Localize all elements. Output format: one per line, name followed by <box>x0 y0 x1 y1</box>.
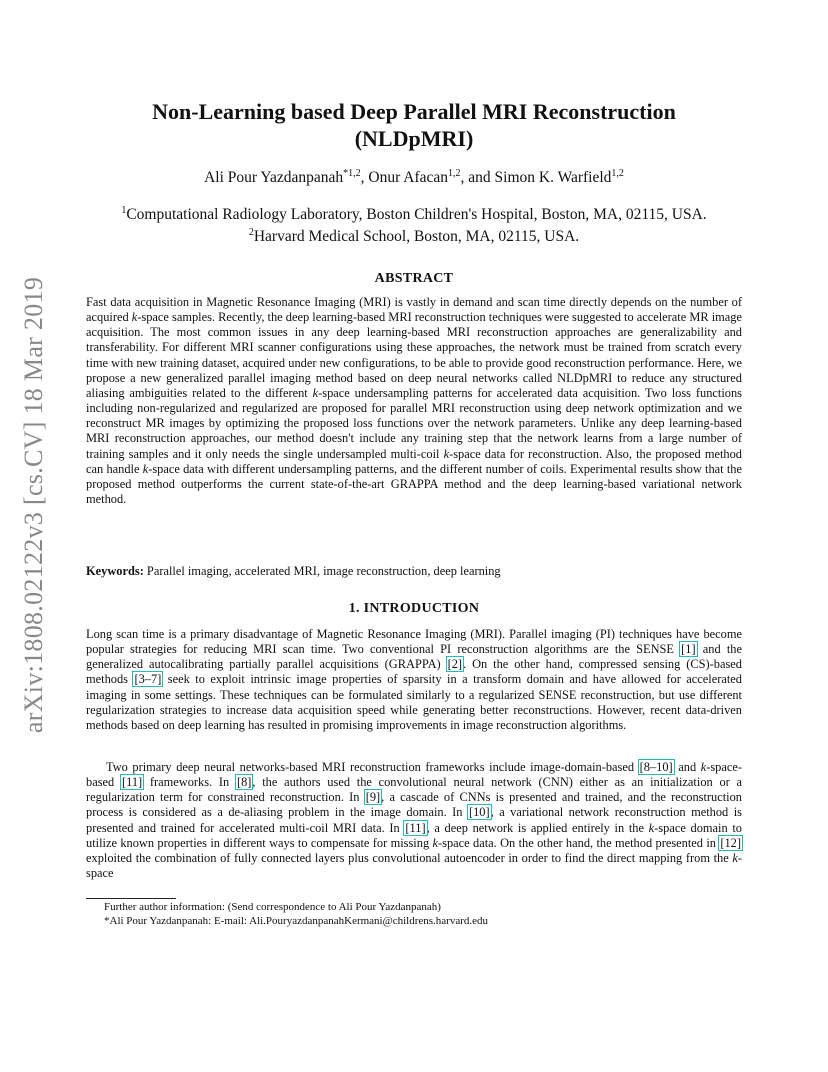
citation-link[interactable]: [11] <box>405 820 426 835</box>
citation-link[interactable]: [11] <box>121 775 143 790</box>
abstract-k-italic: k <box>443 446 450 461</box>
author-2: Onur Afacan <box>368 169 449 187</box>
abstract-k-italic: k <box>131 310 138 325</box>
intro-text: . On the other hand, compressed sensing (CS)-based methods <box>86 657 742 687</box>
footnote-correspondence: Further author information: (Send correspondence to Ali Pour Yazdanpanah) <box>104 901 441 913</box>
title-line-2: (NLDpMRI) <box>354 126 474 151</box>
abstract-text: -space data with different undersampling patterns, and the different number of coils. Experimental results show that the proposed method outperforms the current state-of-the-art GRAPPA method and the deep learning-based variational network method. <box>86 461 742 507</box>
citation-link[interactable]: [10] <box>468 805 490 820</box>
author-2-affil-marker: 1,2 <box>448 168 461 179</box>
keywords-text: Parallel imaging, accelerated MRI, image reconstruction, deep learning <box>143 564 501 578</box>
intro-k-italic: k <box>432 835 439 850</box>
author-3: Simon K. Warfield <box>494 169 612 187</box>
intro-text: -space data. On the other hand, the method presented in <box>438 835 720 850</box>
intro-text: , a variational network reconstruction method is presented and trained for accelerated multi-coil MRI data. In <box>86 805 742 835</box>
affiliation-1 <box>60 202 768 224</box>
abstract-text: -space samples. Recently, the deep learning-based MRI reconstruction techniques were suggested to accelerate MR image acquisition. The most common issues in any deep learning-based MRI reconstruction approaches are generalizability and transferability. For different MRI scanner configurations using these approaches, the network must be trained from scratch every time with new training dataset, acquired under new configurations, to be able to provide good reconstruction performance. Here, we propose a new generalized parallel imaging method based on deep neural networks called NLDpMRI to reduce any structured aliasing ambiguities related to the different <box>86 310 742 400</box>
citation-link[interactable]: [8] <box>236 775 252 790</box>
intro-text: -space domain to utilize known properties in different ways to compensate for missing <box>86 820 742 850</box>
intro-text: , the authors used the convolutional neural network (CNN) either as an initialization or a regularization term for constrained reconstruction. In <box>86 775 742 805</box>
affiliation-1-text: Computational Radiology Laboratory, Boston Children's Hospital, Boston, MA, 02115, USA. <box>126 206 707 224</box>
author-conjunction: , and <box>460 169 495 187</box>
abstract-heading: ABSTRACT <box>374 271 454 286</box>
affiliation-2-text: Harvard Medical School, Boston, MA, 02115, USA. <box>253 228 580 246</box>
intro-text: Two primary deep neural networks-based MRI reconstruction frameworks include image-domain-based <box>106 760 639 774</box>
intro-text: and <box>673 760 701 774</box>
intro-text: -space <box>86 850 742 881</box>
arxiv-identifier-stamp <box>10 276 58 734</box>
abstract-body <box>86 295 742 507</box>
intro-text: seek to exploit intrinsic image properties of sparsity in a transform domain and have allowed for accelerated imaging in some settings. These techniques can be formulated similarly to a regularized SENSE reconstruction, but use different regularization strategies to increase data acquisition speed while generating better reconstructions. However, recent data-driven methods based on deep learning has resulted in promising improvements in image reconstruction algorithms. <box>86 672 743 732</box>
intro-text: , a deep network is applied entirely in the <box>426 820 649 835</box>
introduction-paragraph-1 <box>86 627 742 733</box>
paper-title <box>80 98 748 152</box>
arxiv-id-text: arXiv:1808.02122v3 [cs.CV] 18 Mar 2019 <box>19 276 49 734</box>
citation-link[interactable]: [12] <box>720 835 741 850</box>
citation-link[interactable]: [1] <box>681 642 696 657</box>
citation-link[interactable]: [2] <box>447 657 463 672</box>
intro-text: -space-based <box>86 760 742 790</box>
introduction-heading: 1. INTRODUCTION <box>348 601 480 616</box>
citation-link[interactable]: [3–7] <box>134 672 162 687</box>
footnote-email: *Ali Pour Yazdanpanah: E-mail: Ali.PouryazdanpanahKermani@childrens.harvard.edu <box>104 915 489 927</box>
abstract-text: -space undersampling patterns for accelerated data acquisition. Two loss functions including non-regularized and regularized are proposed for parallel MRI reconstruction using deep network optimization and we reconstruct MR images by optimizing the proposed loss functions over the network parameters. Unlike any deep learning-based MRI reconstruction approaches, our method doesn't include any training step that the network learns from a large number of training samples and it only needs the single undersampled multi-coil <box>86 385 742 461</box>
intro-k-italic: k <box>700 760 707 774</box>
abstract-text: Fast data acquisition in Magnetic Resonance Imaging (MRI) is vastly in demand and scan time directly depends on the number of acquired <box>86 295 742 325</box>
intro-k-italic: k <box>648 820 655 835</box>
intro-text: and the generalized autocalibrating partially parallel acquisitions (GRAPPA) <box>86 642 742 672</box>
intro-text: frameworks. In <box>143 775 236 790</box>
affiliations <box>60 202 768 246</box>
introduction-paragraph-2 <box>86 760 742 881</box>
intro-text: exploited the combination of fully connected layers plus convolutional autoencoder in order to find the direct mapping from the <box>86 850 733 865</box>
affiliation-1-marker: 1 <box>121 205 127 216</box>
abstract-k-italic: k <box>312 385 319 400</box>
footnote-divider <box>86 898 176 899</box>
keywords-label: Keywords: <box>86 564 144 578</box>
affiliation-2-marker: 2 <box>248 227 254 239</box>
author-1: Ali Pour Yazdanpanah <box>204 169 344 187</box>
affiliation-2 <box>60 224 768 246</box>
citation-link[interactable]: [9] <box>365 790 381 805</box>
abstract-k-italic: k <box>142 461 149 476</box>
citation-link[interactable]: [8–10] <box>639 760 673 774</box>
author-list: Ali Pour Yazdanpanah$^{*1,2}$, Onur Afacan$^{1,2}$, and Simon K. Warfield$^{1,2}$ <box>204 168 624 187</box>
author-3-affil-marker: 1,2 <box>611 168 624 179</box>
abstract-text: -space data for reconstruction. Also, the proposed method can handle <box>86 446 742 476</box>
intro-text: Long scan time is a primary disadvantage of Magnetic Resonance Imaging (MRI). Parallel imaging (PI) techniques have become popular strategies for reducing MRI scan time. Two conventional PI reconstruction algorithms are the SENSE <box>86 627 742 657</box>
title-line-1: Non-Learning based Deep Parallel MRI Reconstruction <box>152 99 676 124</box>
intro-k-italic: k <box>732 850 738 865</box>
intro-text: , a cascade of CNNs is presented and trained, and the reconstruction process is considered as a de-aliasing problem in the image domain. In <box>86 790 742 820</box>
author-1-affil-marker: *1,2 <box>343 168 361 179</box>
keywords-line <box>86 564 742 579</box>
